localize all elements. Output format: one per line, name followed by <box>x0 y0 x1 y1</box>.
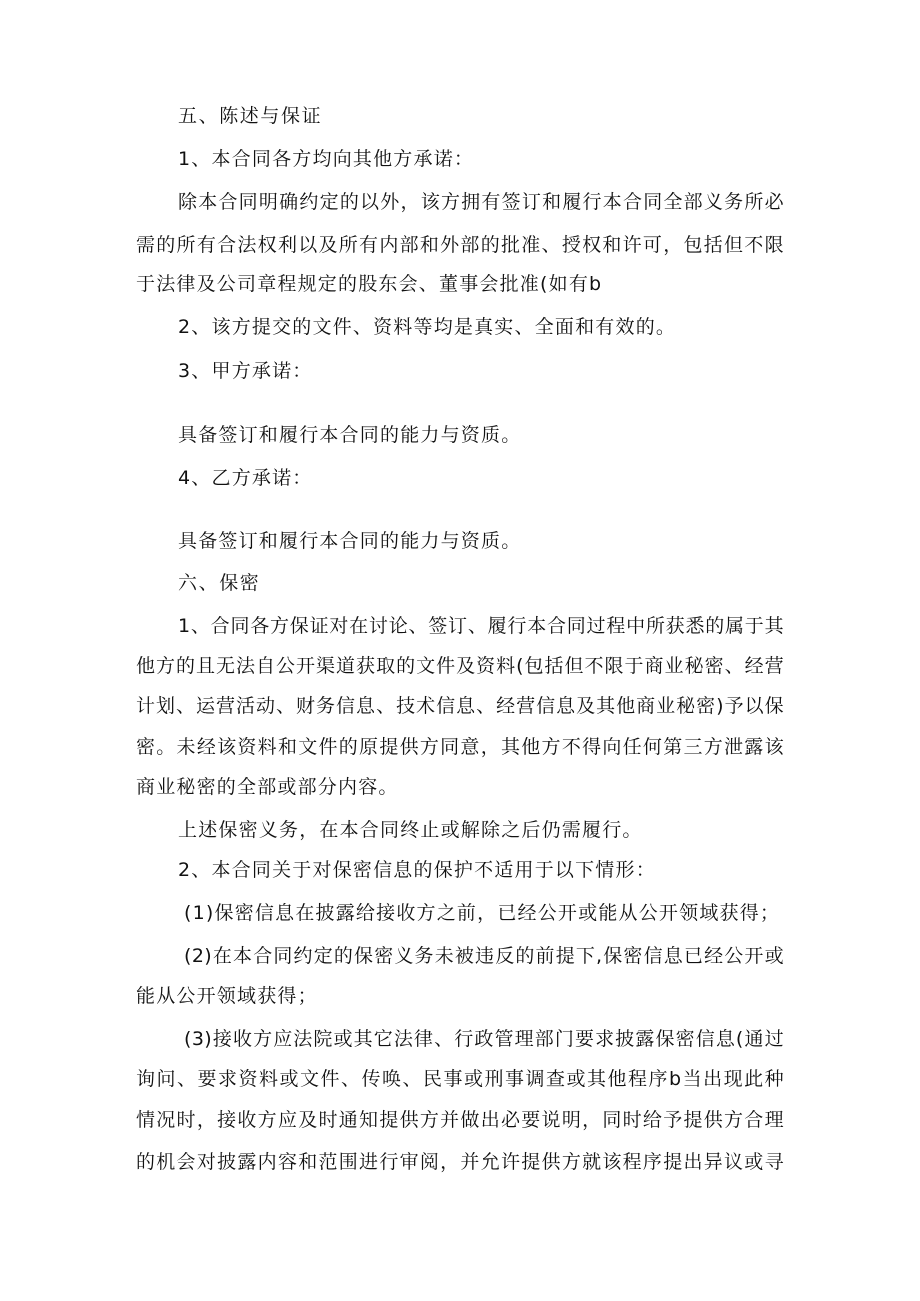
section-5-item-4-text: 具备签订和履行本合同的能力与资质。 <box>178 530 522 552</box>
section-5-item-4-title: 4、乙方承诺： <box>178 467 313 489</box>
section-5-item-1-title: 1、本合同各方均向其他方承诺： <box>178 148 475 170</box>
section-6-item-1-line-2: 他方的且无法自公开渠道获取的文件及资料(包括但不限于商业秘密、经营 <box>136 655 784 677</box>
section-6-title: 六、保密 <box>178 572 261 594</box>
section-6-case-2-line-2: 能从公开领域获得； <box>136 985 318 1007</box>
section-5-item-2: 2、该方提交的文件、资料等均是真实、全面和有效的。 <box>178 316 677 338</box>
section-5-item-1-line-2: 需的所有合法权利以及所有内部和外部的批准、授权和许可，包括但不限 <box>136 234 784 256</box>
section-6-item-1-line-3: 计划、运营活动、财务信息、技术信息、经营信息及其他商业秘密)予以保 <box>136 695 784 717</box>
section-6-case-3-line-3: 情况时，接收方应及时通知提供方并做出必要说明，同时给予提供方合理 <box>136 1109 784 1131</box>
section-6-case-3-line-4: 的机会对披露内容和范围进行审阅，并允许提供方就该程序提出异议或寻 <box>136 1151 784 1173</box>
section-5-item-1-line-1: 除本合同明确约定的以外，该方拥有签订和履行本合同全部义务所必 <box>178 191 784 213</box>
section-5-title: 五、陈述与保证 <box>178 105 323 127</box>
section-6-case-3-line-1: (3)接收方应法院或其它法律、行政管理部门要求披露保密信息(通过 <box>184 1028 784 1050</box>
section-6-item-1-line-5: 商业秘密的全部或部分内容。 <box>136 776 399 798</box>
section-5-item-1-line-3: 于法律及公司章程规定的股东会、董事会批准(如有b <box>136 273 603 295</box>
section-5-item-3-text: 具备签订和履行本合同的能力与资质。 <box>178 424 522 446</box>
section-5-item-3-title: 3、甲方承诺： <box>178 360 313 382</box>
section-6-item-2-title: 2、本合同关于对保密信息的保护不适用于以下情形： <box>178 859 656 881</box>
section-6-case-2-line-1: (2)在本合同约定的保密义务未被违反的前提下,保密信息已经公开或 <box>184 945 784 967</box>
section-6-case-1: (1)保密信息在披露给接收方之前，已经公开或能从公开领域获得； <box>184 902 781 924</box>
section-6-item-1-note: 上述保密义务，在本合同终止或解除之后仍需履行。 <box>178 819 643 841</box>
section-6-item-1-line-1: 1、合同各方保证对在讨论、签订、履行本合同过程中所获悉的属于其 <box>178 615 784 637</box>
section-6-item-1-line-4: 密。未经该资料和文件的原提供方同意，其他方不得向任何第三方泄露该 <box>136 736 784 758</box>
section-6-case-3-line-2: 询问、要求资料或文件、传唤、民事或刑事调查或其他程序b当出现此种 <box>136 1068 784 1090</box>
